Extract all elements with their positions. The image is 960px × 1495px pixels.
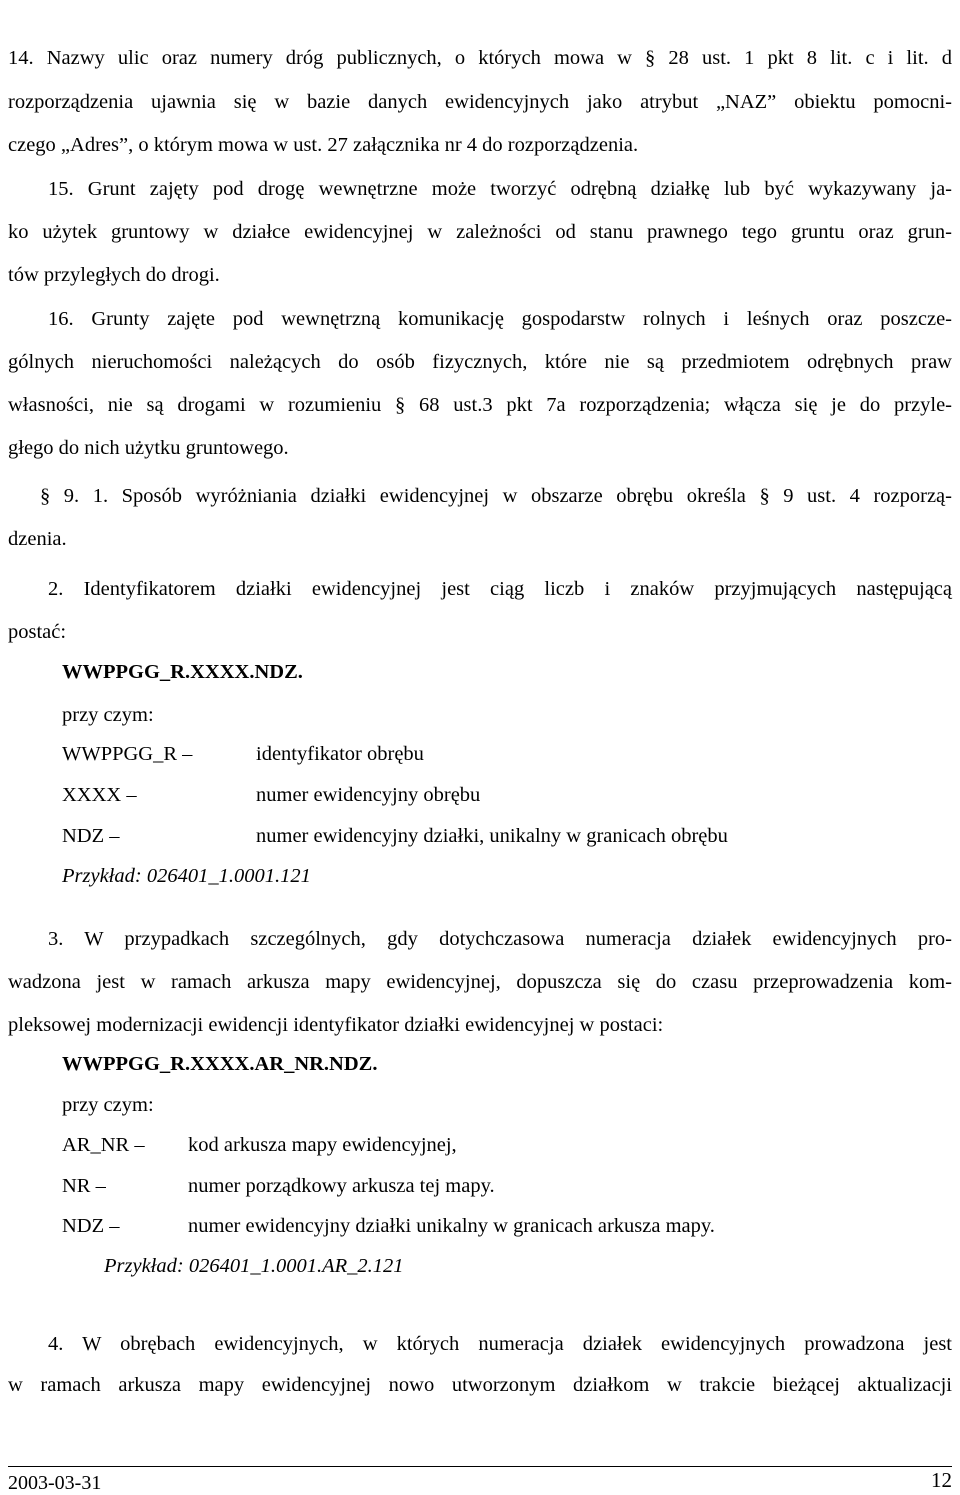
- point-4-line-2: w ramach arkusza mapy ewidencyjnej nowo utworzonym działkom w trakcie bieżącej aktualizacji: [8, 1374, 952, 1396]
- term-ndz-2: NDZ –: [62, 1215, 120, 1237]
- def-wwppgg-r: identyfikator obrębu: [256, 743, 424, 765]
- example-2: Przykład: 026401_1.0001.AR_2.121: [104, 1255, 404, 1277]
- point-3-line-1: 3. W przypadkach szczególnych, gdy dotychczasowa numeracja działek ewidencyjnych pro-: [48, 928, 952, 950]
- def-xxxx: numer ewidencyjny obrębu: [256, 784, 481, 806]
- para-14-line-1: 14. Nazwy ulic oraz numery dróg publicznych, o których mowa w § 28 ust. 1 pkt 8 lit. c i lit. d: [8, 47, 952, 69]
- para-15-line-1: 15. Grunt zajęty pod drogę wewnętrzne może tworzyć odrębną działkę lub być wykazywany ja-: [48, 178, 952, 200]
- def-ndz-1: numer ewidencyjny działki, unikalny w granicach obrębu: [256, 825, 728, 847]
- term-wwppgg-r: WWPPGG_R –: [62, 743, 193, 765]
- para-16-line-1: 16. Grunty zajęte pod wewnętrzną komunikację gospodarstw rolnych i leśnych oraz poszcze-: [48, 308, 952, 330]
- where-label-2: przy czym:: [62, 1094, 154, 1116]
- para-16-line-3: własności, nie są drogami w rozumieniu § 68 ust.3 pkt 7a rozporządzenia; włącza się je do przyle-: [8, 394, 952, 416]
- para-15-line-3: tów przyległych do drogi.: [8, 264, 220, 286]
- page-number: 12: [931, 1468, 952, 1492]
- term-nr: NR –: [62, 1175, 106, 1197]
- para-14-line-2: rozporządzenia ujawnia się w bazie danych ewidencyjnych jako atrybut „NAZ” obiektu pomocni-: [8, 91, 952, 113]
- def-ndz-2: numer ewidencyjny działki unikalny w granicach arkusza mapy.: [188, 1215, 715, 1237]
- para-15-line-2: ko użytek gruntowy w działce ewidencyjnej w zależności od stanu prawnego tego gruntu oraz grun-: [8, 221, 952, 243]
- para-16-line-4: głego do nich użytku gruntowego.: [8, 437, 289, 459]
- term-ar-nr: AR_NR –: [62, 1134, 145, 1156]
- def-nr: numer porządkowy arkusza tej mapy.: [188, 1175, 495, 1197]
- term-xxxx: XXXX –: [62, 784, 137, 806]
- footer-date: 2003-03-31: [8, 1472, 102, 1494]
- section-9-line-1: § 9. 1. Sposób wyróżniania działki ewidencyjnej w obszarze obrębu określa § 9 ust. 4 rozporzą-: [40, 485, 952, 507]
- point-2-line-2: postać:: [8, 621, 67, 643]
- para-16-line-2: gólnych nieruchomości należących do osób fizycznych, które nie są przedmiotem odrębnych praw: [8, 351, 952, 373]
- where-label-1: przy czym:: [62, 704, 154, 726]
- point-3-line-3: pleksowej modernizacji ewidencji identyfikator działki ewidencyjnej w postaci:: [8, 1014, 664, 1036]
- footer-rule: [8, 1466, 952, 1467]
- identifier-format-1: WWPPGG_R.XXXX.NDZ.: [62, 661, 303, 683]
- point-2-line-1: 2. Identyfikatorem działki ewidencyjnej jest ciąg liczb i znaków przyjmujących następującą: [48, 578, 952, 600]
- point-3-line-2: wadzona jest w ramach arkusza mapy ewidencyjnej, dopuszcza się do czasu przeprowadzenia kom-: [8, 971, 952, 993]
- section-9-line-2: dzenia.: [8, 528, 67, 550]
- example-1: Przykład: 026401_1.0001.121: [62, 865, 311, 887]
- identifier-format-2: WWPPGG_R.XXXX.AR_NR.NDZ.: [62, 1053, 378, 1075]
- term-ndz-1: NDZ –: [62, 825, 120, 847]
- def-ar-nr: kod arkusza mapy ewidencyjnej,: [188, 1134, 457, 1156]
- para-14-line-3: czego „Adres”, o którym mowa w ust. 27 załącznika nr 4 do rozporządzenia.: [8, 134, 639, 156]
- point-4-line-1: 4. W obrębach ewidencyjnych, w których numeracja działek ewidencyjnych prowadzona jest: [48, 1333, 952, 1355]
